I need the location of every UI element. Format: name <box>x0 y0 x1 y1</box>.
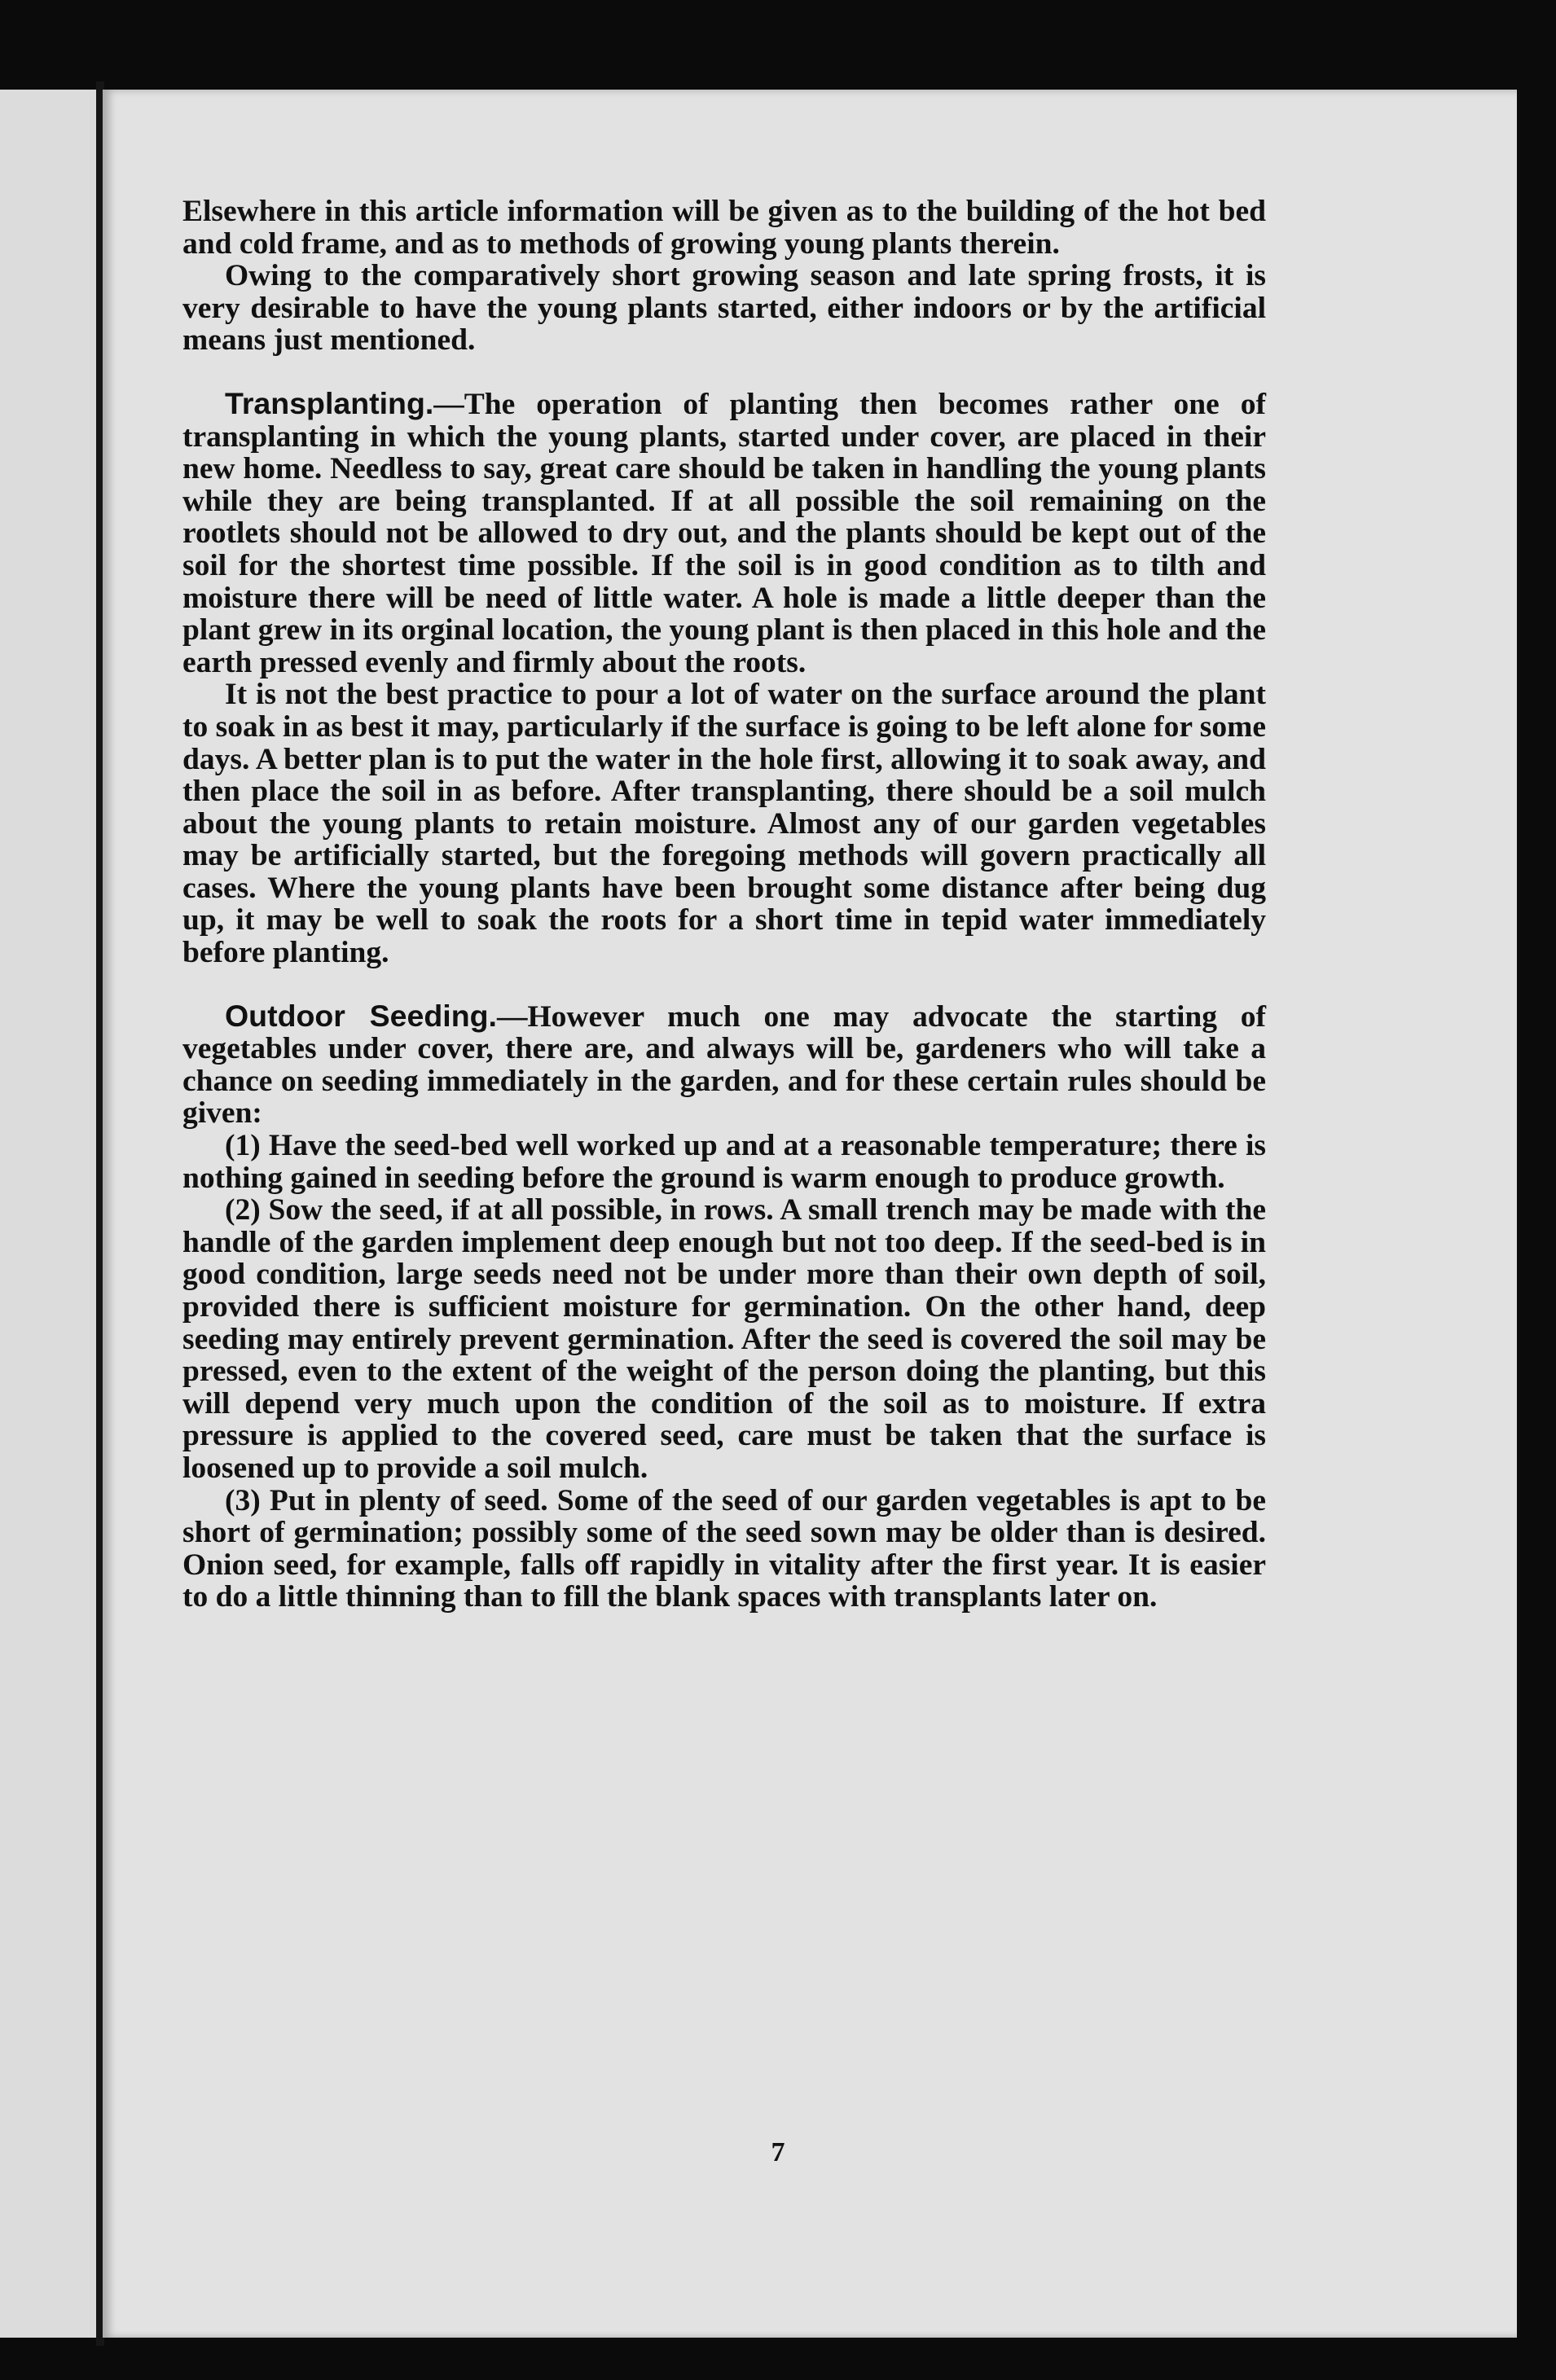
section-heading: Transplanting. <box>225 385 434 420</box>
paragraph: Owing to the comparatively short growing season and late spring frosts, it is very desirable to have the young plants started, either indoors or by the artificial means just mentioned. <box>182 259 1266 358</box>
paragraph: Elsewhere in this article information will be given as to the building of the hot bed and cold frame, and as to methods of growing young plants therein. <box>182 195 1266 261</box>
paragraph: (3) Put in plenty of seed. Some of the seed of our garden vegetables is apt to be short of germination; possibly some of the seed sown may be older than is desired. Onion seed, for example, falls off rapidly in vitality after the first year. It is easier to do a little thinning than to fill the blank spaces with transplants later on. <box>182 1483 1266 1614</box>
paragraph: (1) Have the seed-bed well worked up and at a reasonable temperature; there is nothing gained in seeding before the ground is warm enough to produce growth. <box>182 1129 1266 1195</box>
paragraph <box>182 1000 1266 1130</box>
section-heading: Outdoor Seeding. <box>225 998 497 1033</box>
paragraph <box>182 385 1266 679</box>
paragraph: (2) Sow the seed, if at all possible, in rows. A small trench may be made with the handle of the garden implement deep enough but not too deep. If the seed-bed is in good condition, large seeds need not be under more than their own depth of soil, provided there is sufficient moisture for germination. On the other hand, deep seeding may entirely prevent germination. After the seed is covered the soil may be pressed, even to the extent of the weight of the person doing the planting, but this will depend very much upon the condition of the soil as to moisture. If extra pressure is applied to the covered seed, care must be taken that the surface is loosened up to provide a soil mulch. <box>182 1193 1266 1485</box>
paragraph-text: —The operation of planting then becomes rather one of transplanting in which the young plants, started under cover, are placed in their new home. Needless to say, great care should be taken in handling the young plants while they are being transplanted. If at all possible the soil remaining on the rootlets should not be allowed to dry out, and the plants should be kept out of the soil for the shortest time possible. If the soil is in good condition as to tilth and moisture there will be need of little water. A hole is made a little deeper than the plant grew in its orginal location, the young plant is then placed in this hole and the earth pressed evenly and firmly about the roots. <box>182 387 1266 679</box>
previous-page-edge <box>0 90 103 2338</box>
paragraph: It is not the best practice to pour a lot of water on the surface around the plant to soak in as best it may, particularly if the surface is going to be left alone for some days. A better plan is to put the water in the hole first, allowing it to soak away, and then place the soil in as before. After transplanting, there should be a soil mulch about the young plants to retain moisture. Almost any of our garden vegetables may be artificially started, but the foregoing methods will govern practically all cases. Where the young plants have been brought some distance after being dug up, it may be well to soak the roots for a short time in tepid water immediately before planting. <box>182 678 1266 970</box>
body-text <box>182 195 1266 1614</box>
paragraph-text: —However much one may advocate the starting of vegetables under cover, there are, and always will be, gardeners who will take a chance on seeding immediately in the garden, and for these certain rules should be given: <box>182 999 1266 1131</box>
page-number: 7 <box>771 2137 785 2167</box>
